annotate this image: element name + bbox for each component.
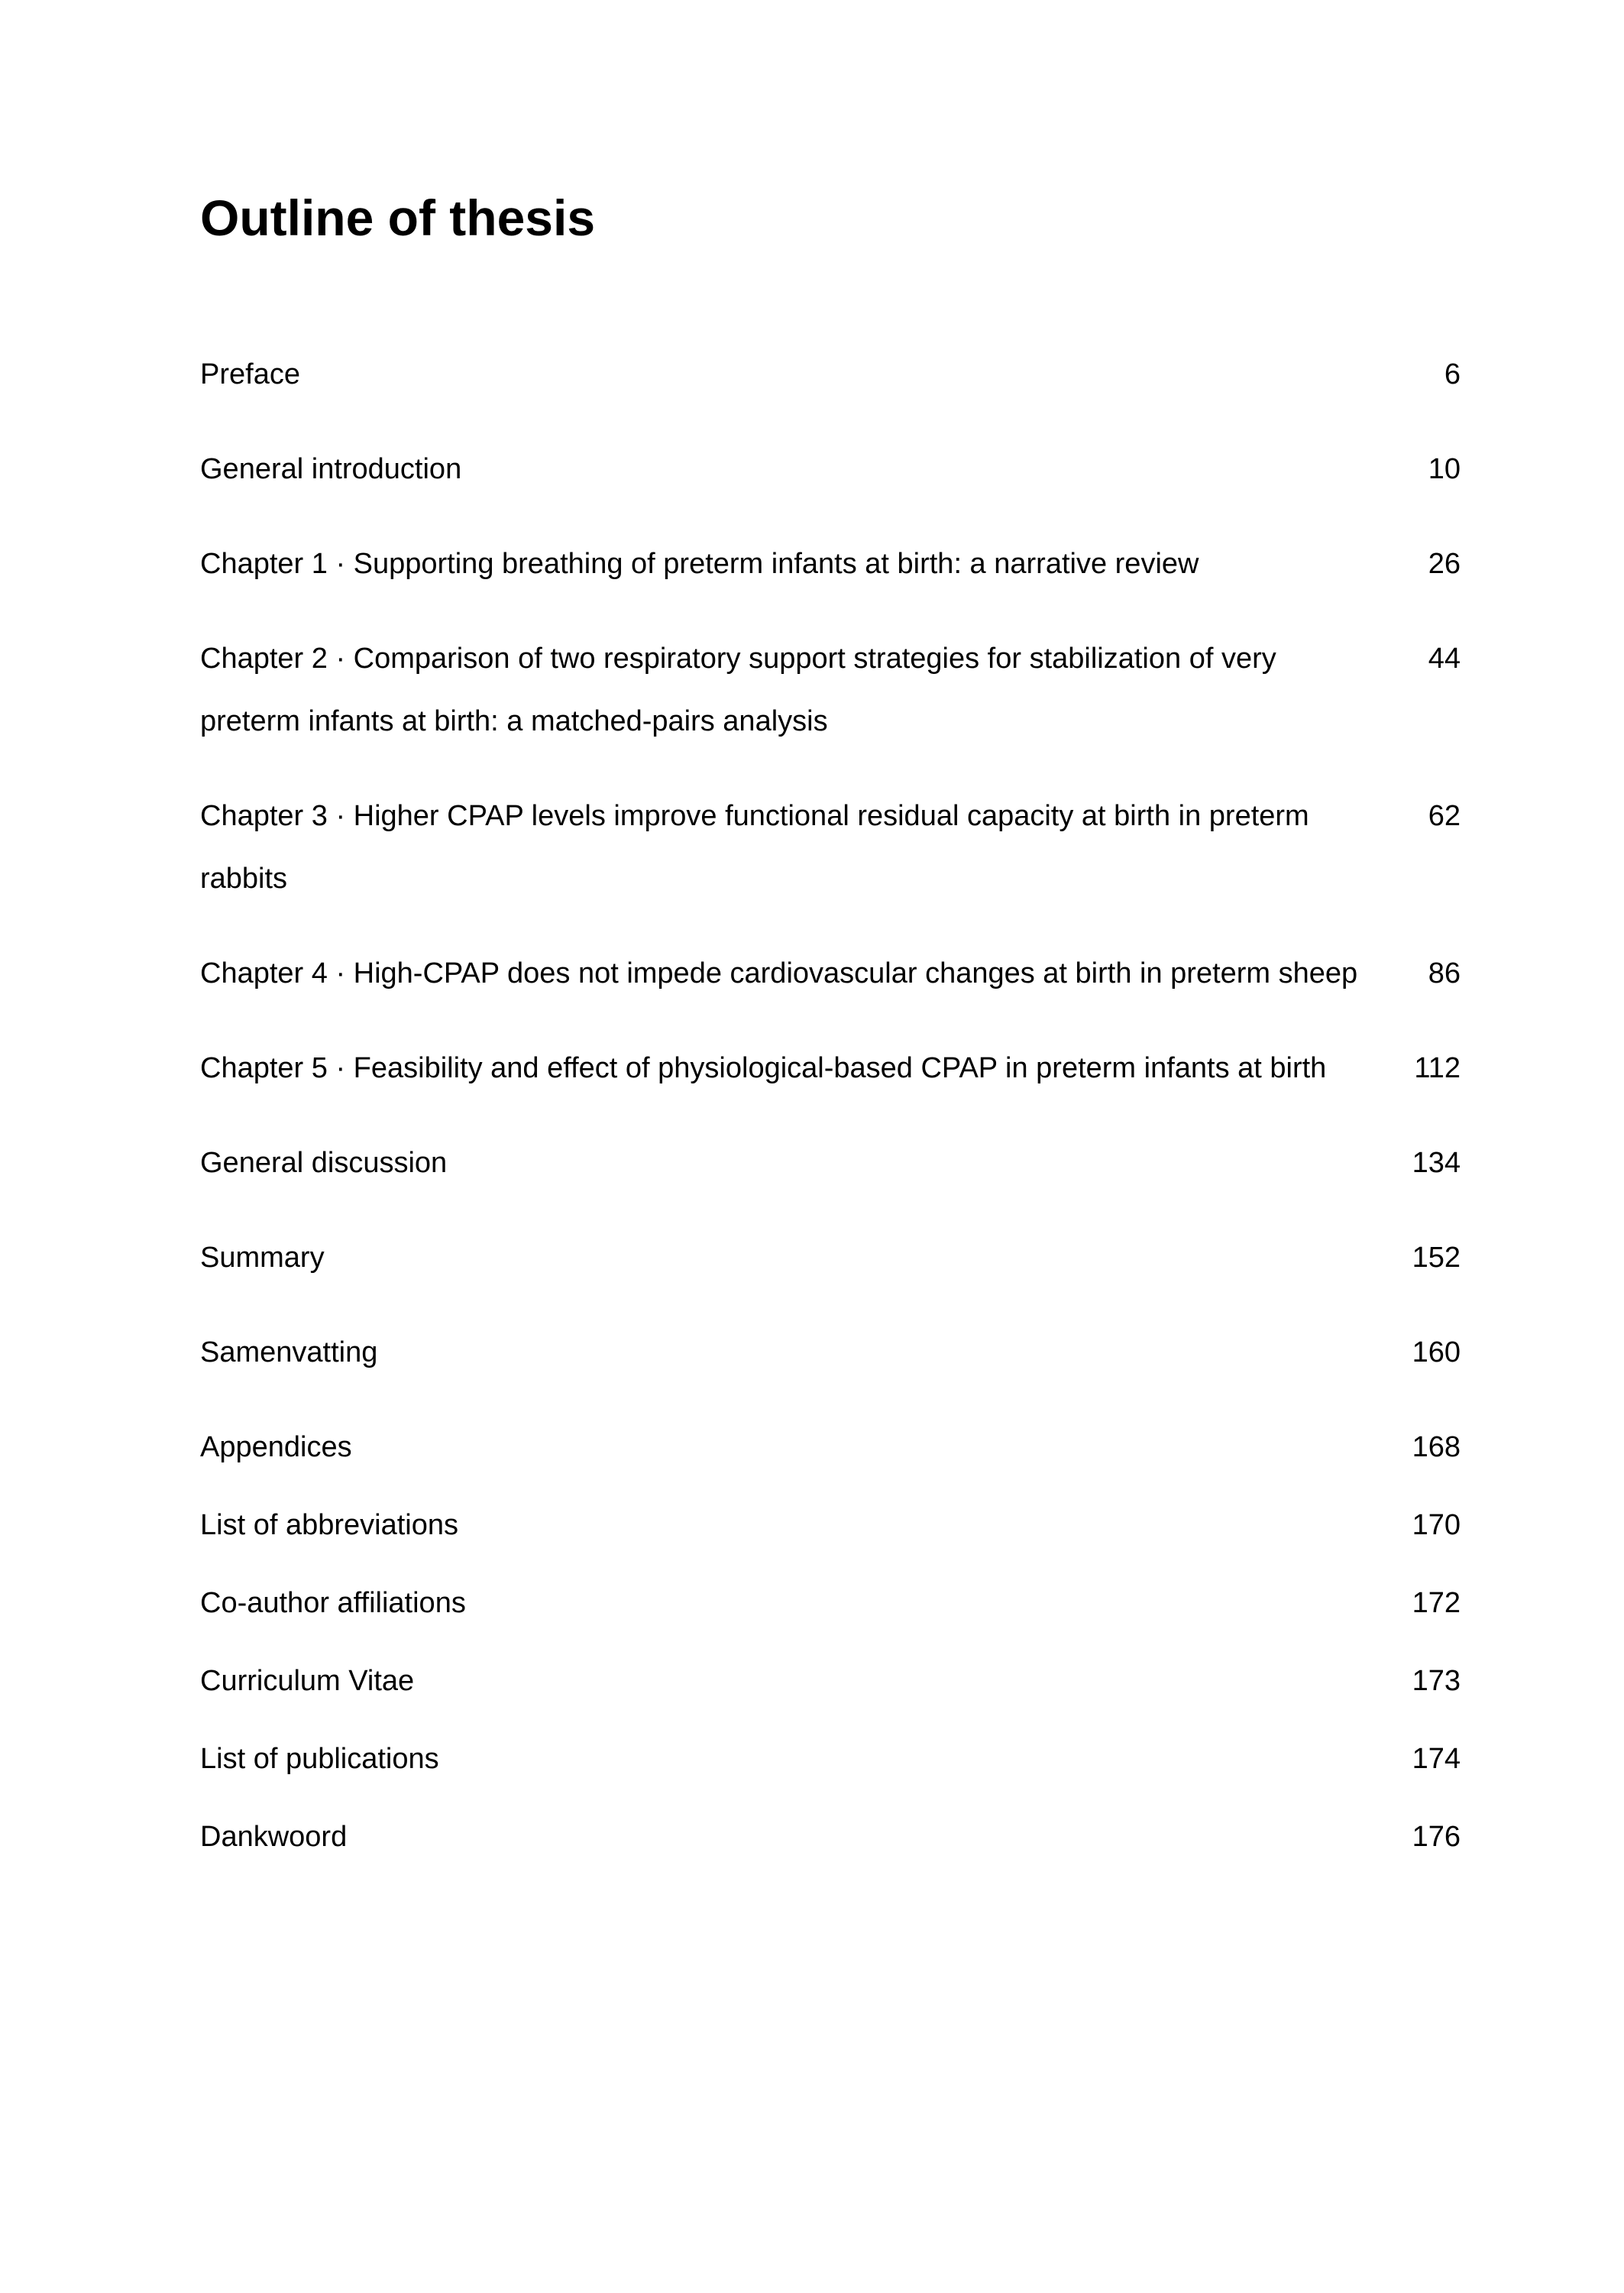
toc-entry-page: 168 — [1412, 1431, 1461, 1463]
toc-entry-title: List of publications — [200, 1743, 439, 1775]
toc-entry-title: Chapter 3 · Higher CPAP levels improve functional residual capacity at birth in preterm rabbits — [200, 800, 1309, 895]
toc-entry-title: List of abbreviations — [200, 1509, 458, 1541]
toc-entry-title: Dankwoord — [200, 1821, 348, 1853]
toc-entry-title: General introduction — [200, 453, 462, 485]
toc-entry-page: 26 — [1428, 548, 1461, 580]
toc-entry-page: 174 — [1412, 1743, 1461, 1775]
document-page — [200, 0, 1461, 2293]
toc-entry-page: 62 — [1428, 800, 1461, 832]
toc-entry-title: General discussion — [200, 1147, 448, 1179]
toc-entry-page: 170 — [1412, 1509, 1461, 1541]
page-title: Outline of thesis — [200, 189, 596, 246]
toc-entry-title: Summary — [200, 1242, 325, 1274]
toc-entry-page: 86 — [1428, 957, 1461, 989]
toc-entry-page: 134 — [1412, 1147, 1461, 1179]
toc-entry-title: Chapter 1 · Supporting breathing of preterm infants at birth: a narrative review — [200, 548, 1199, 580]
toc-entry-title: Curriculum Vitae — [200, 1665, 415, 1697]
toc-entry-page: 172 — [1412, 1587, 1461, 1619]
toc-entry-title: Preface — [200, 358, 300, 390]
toc-entry-page: 112 — [1414, 1052, 1461, 1084]
toc-entry-page: 160 — [1412, 1336, 1461, 1368]
toc-entry-page: 6 — [1444, 358, 1461, 390]
toc-entry-title: Samenvatting — [200, 1336, 378, 1368]
toc-entry-page: 152 — [1412, 1242, 1461, 1274]
toc-entry-title: Chapter 2 · Comparison of two respiratory support strategies for stabilization of very preterm infants at birth: a matched-pairs analysis — [200, 643, 1276, 737]
toc-entry-title: Chapter 5 · Feasibility and effect of physiological-based CPAP in preterm infants at birth — [200, 1052, 1327, 1084]
toc-entry-title: Chapter 4 · High-CPAP does not impede cardiovascular changes at birth in preterm sheep — [200, 957, 1358, 989]
toc-entry-page: 176 — [1412, 1821, 1461, 1853]
toc-entry-title: Appendices — [200, 1431, 352, 1463]
toc-entry-title: Co-author affiliations — [200, 1587, 466, 1619]
toc-entry-page: 10 — [1428, 453, 1461, 485]
toc-entry-page: 173 — [1412, 1665, 1461, 1697]
toc-entry-page: 44 — [1428, 643, 1461, 675]
